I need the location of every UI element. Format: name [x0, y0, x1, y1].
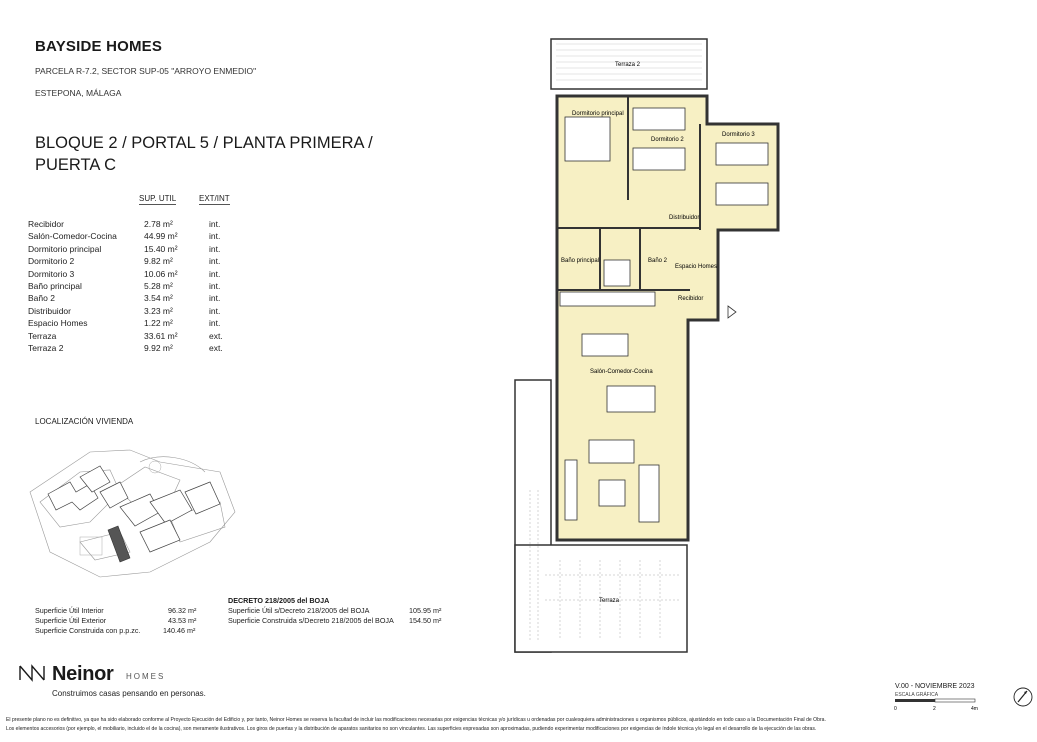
scale-tick-4m: 4m — [971, 706, 978, 712]
label-distribuidor: Distribuidor — [669, 215, 700, 221]
brand-tagline: Construimos casas pensando en personas. — [52, 689, 206, 698]
area-row — [28, 343, 228, 355]
floor-plan — [498, 30, 755, 670]
area-name: Salón-Comedor-Cocina — [28, 231, 117, 242]
disclaimer-line1: El presente plano no es definitivo, ya que ha sido elaborado conforme al Proyecto Ejecución del Edificio y, por tanto, Neinor Homes se reserva la facultad de incluir las modificaciones necesarias por exigencias técnicas y/o jurídicas u ordenadas por cualesquiera administraciones u organismos públicos, ajustándolo en todo caso a la Documentación Final de Obra. — [6, 717, 826, 723]
area-row — [28, 231, 228, 243]
label-salon: Salón-Comedor-Cocina — [590, 369, 653, 375]
kitchen-island — [582, 334, 628, 356]
location-title: LOCALIZACIÓN VIVIENDA — [35, 417, 134, 426]
area-name: Baño 2 — [28, 293, 55, 304]
version-label: V.00 - NOVIEMBRE 2023 — [895, 683, 975, 690]
area-value: 33.61 m² — [144, 330, 178, 341]
summary-construida-value: 140.46 m² — [163, 626, 196, 635]
label-bano-principal: Baño principal — [561, 258, 600, 264]
area-name: Recibidor — [28, 219, 64, 229]
decreto-construida-value: 154.50 m² — [409, 616, 442, 625]
area-name: Baño principal — [28, 280, 82, 291]
summary-exterior-value: 43.53 m² — [168, 616, 197, 625]
area-type: int. — [209, 280, 221, 291]
area-type: ext. — [209, 342, 223, 353]
area-row — [28, 306, 228, 318]
project-title: BAYSIDE HOMES — [35, 38, 163, 55]
area-type: int. — [209, 243, 221, 254]
bed-principal — [565, 117, 610, 161]
area-name: Dormitorio 3 — [28, 268, 75, 279]
project-address-line2: ESTEPONA, MÁLAGA — [35, 88, 122, 98]
area-row — [28, 331, 228, 343]
decreto-title: DECRETO 218/2005 del BOJA — [228, 596, 330, 605]
neinor-logo-icon — [18, 663, 46, 683]
label-dorm-principal: Dormitorio principal — [572, 111, 624, 117]
decreto-util-value: 105.95 m² — [409, 606, 442, 615]
label-recibidor: Recibidor — [678, 296, 704, 302]
area-type: int. — [209, 219, 221, 229]
location-map — [20, 432, 242, 582]
area-value: 3.23 m² — [144, 305, 173, 316]
area-row — [28, 281, 228, 293]
area-type: int. — [209, 256, 221, 267]
scale-label: ESCALA GRÁFICA — [895, 692, 939, 698]
unit-title-line1: BLOQUE 2 / PORTAL 5 / PLANTA PRIMERA / — [35, 134, 373, 152]
area-value: 15.40 m² — [144, 243, 178, 254]
summary-exterior-label: Superficie Útil Exterior — [35, 616, 107, 625]
area-value: 10.06 m² — [144, 268, 178, 279]
area-row — [28, 219, 228, 231]
area-value: 9.92 m² — [144, 342, 173, 353]
unit-title — [35, 132, 373, 176]
area-type: ext. — [209, 330, 223, 341]
area-value: 1.22 m² — [144, 318, 173, 329]
scale-tick-0: 0 — [894, 706, 897, 712]
area-row — [28, 269, 228, 281]
area-type: int. — [209, 318, 221, 329]
area-type: int. — [209, 231, 221, 242]
area-name: Terraza — [28, 330, 57, 341]
area-name: Distribuidor — [28, 305, 71, 316]
area-table — [28, 219, 228, 355]
area-name: Dormitorio principal — [28, 243, 102, 254]
area-value: 5.28 m² — [144, 280, 173, 291]
area-row — [28, 256, 228, 268]
label-dorm2: Dormitorio 2 — [651, 137, 684, 143]
area-row — [28, 293, 228, 305]
area-row — [28, 318, 228, 330]
area-name: Dormitorio 2 — [28, 256, 75, 267]
brand-suffix: HOMES — [126, 672, 166, 681]
label-terraza2: Terraza 2 — [615, 62, 641, 68]
decreto-util-label: Superficie Útil s/Decreto 218/2005 del BOJA — [228, 606, 370, 615]
label-bano2: Baño 2 — [648, 258, 668, 264]
scale-bar — [893, 698, 983, 714]
area-type: int. — [209, 305, 221, 316]
area-value: 2.78 m² — [144, 219, 173, 229]
summary-construida-label: Superficie Construida con p.p.zc. — [35, 626, 141, 635]
area-type: int. — [209, 293, 221, 304]
area-name: Espacio Homes — [28, 318, 88, 329]
highlighted-building — [108, 526, 130, 562]
dining-table — [607, 386, 655, 412]
column-header-ext-int: EXT/INT — [199, 194, 230, 203]
area-name: Terraza 2 — [28, 342, 64, 353]
label-terraza: Terraza — [599, 598, 620, 604]
disclaimer-line2: Los elementos accesorios (por ejemplo, el mobiliario, incluido el de la cocina), son meramente ilustrativos. Los giros de puertas y la distribución de aparatos sanitarios no son vinculantes. Las superficies expresadas son aproximadas, pudiendo experimentar modificaciones por exigencias de índole técnica y/o legal en el desarrollo de la ejecución de las obras. — [6, 726, 817, 732]
area-value: 9.82 m² — [144, 256, 173, 267]
entrance-arrow-icon — [728, 306, 736, 318]
decreto-construida-label: Superficie Construida s/Decreto 218/2005 del BOJA — [228, 616, 394, 625]
scale-tick-2: 2 — [933, 706, 936, 712]
area-value: 44.99 m² — [144, 231, 178, 242]
area-value: 3.54 m² — [144, 293, 173, 304]
north-arrow-icon — [1012, 686, 1034, 708]
label-espacio-homes: Espacio Homes — [675, 264, 718, 270]
summary-interior-value: 96.32 m² — [168, 606, 197, 615]
summary-interior-label: Superficie Útil Interior — [35, 606, 104, 615]
label-dorm3: Dormitorio 3 — [722, 132, 755, 138]
area-row — [28, 244, 228, 256]
column-header-sup-util: SUP. UTIL — [139, 194, 177, 203]
unit-title-line2: PUERTA C — [35, 156, 116, 174]
brand-name: Neinor — [52, 663, 114, 685]
area-type: int. — [209, 268, 221, 279]
project-address-line1: PARCELA R-7.2, SECTOR SUP-05 "ARROYO ENMEDIO" — [35, 66, 257, 76]
